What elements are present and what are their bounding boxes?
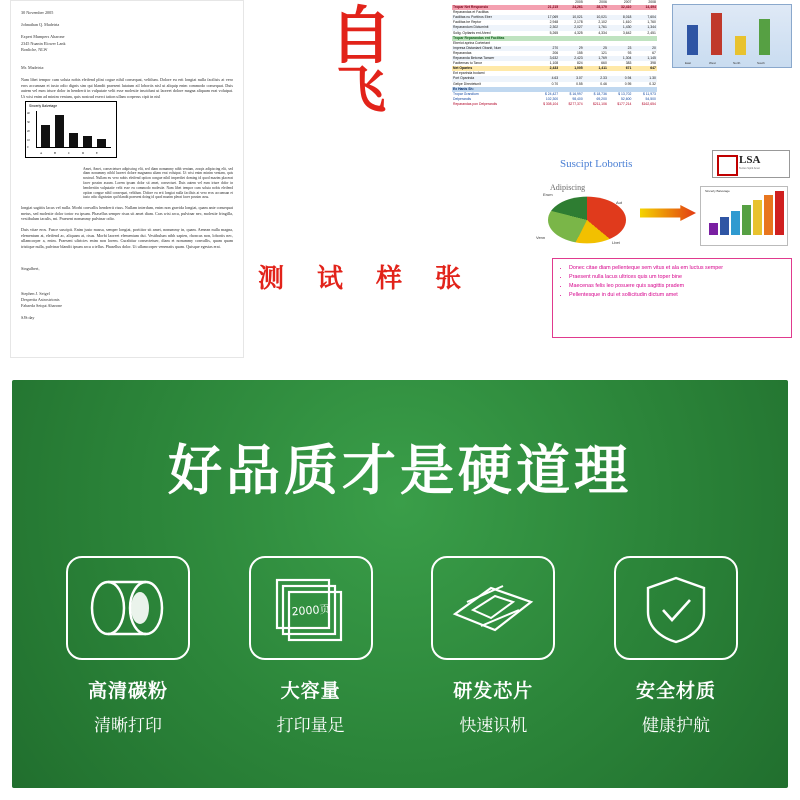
table-cell: $162,654 bbox=[641, 101, 656, 106]
table-row-label: Reparandas bbox=[453, 50, 472, 55]
table-row-label: Gelipe Directetunit bbox=[453, 81, 481, 86]
table-cell: 0.94 bbox=[608, 76, 633, 81]
stamp-character-fei: 飞 bbox=[336, 61, 386, 119]
chart3d-bar bbox=[735, 36, 746, 55]
table-cell: 2,948 bbox=[549, 20, 559, 25]
table-cell: 4.63 bbox=[533, 76, 559, 81]
table-row-label: Net Oparins bbox=[452, 66, 533, 71]
chart3d-xtick: North bbox=[733, 61, 741, 65]
table-cell: 2,178 bbox=[574, 20, 583, 25]
table-row bbox=[452, 25, 660, 30]
table-cell: $ 308,104 bbox=[543, 101, 559, 106]
table-cell: 2,102 bbox=[598, 20, 607, 25]
promo-panel bbox=[12, 380, 788, 788]
chip-board-icon bbox=[431, 556, 555, 660]
table-row-label: Delperandis bbox=[453, 96, 472, 101]
table-cell: 1,005 bbox=[559, 66, 584, 71]
table-cell: 69,200 bbox=[596, 96, 607, 101]
table-row-label: Reparandas pon Delperandis bbox=[453, 101, 498, 106]
table-row-label: Port Oparinda bbox=[452, 76, 533, 81]
table-cell: $ 16,997 bbox=[569, 91, 583, 96]
pie-chart bbox=[548, 197, 626, 244]
table-cell: 1,761 bbox=[584, 25, 608, 30]
table-cell: 0.32 bbox=[649, 81, 656, 86]
sample-3d-bar-chart bbox=[672, 4, 792, 68]
table-cell: 1,411 bbox=[584, 66, 608, 71]
table-cell: 1,108 bbox=[549, 61, 559, 66]
table-cell: 25 bbox=[584, 46, 608, 51]
feature-subtitle: 清晰打印 bbox=[94, 716, 162, 736]
bullet-item: • Donec citae diam pellenteque sem vitus et ala em luctus semper bbox=[569, 264, 785, 273]
arrow-icon bbox=[640, 205, 696, 221]
feature-subtitle: 打印量足 bbox=[276, 716, 345, 736]
table-cell: 102,300 bbox=[545, 96, 559, 101]
feature-item-toner bbox=[52, 556, 204, 736]
table-cell: 0.95 bbox=[624, 81, 632, 86]
chip-board-glyph bbox=[433, 558, 553, 658]
shield-check-glyph bbox=[616, 558, 736, 658]
table-row-label: Solig. Opitants ent Ahred bbox=[453, 30, 491, 35]
table-cell: $177,214 bbox=[617, 101, 632, 106]
sample-letter-document bbox=[10, 0, 244, 358]
table-row-label: Reparanda Betoma Tanwer bbox=[452, 56, 533, 61]
table-cell: $277,374 bbox=[568, 101, 583, 106]
table-cell: 647 bbox=[632, 66, 657, 71]
table-row-label: Eberiot aprina Corteriant bbox=[453, 40, 490, 45]
table-row-label: Facilitas be Reptor bbox=[453, 20, 482, 25]
letter-chart-plot bbox=[36, 111, 111, 148]
letter-paragraph-3: longiat sagittis lacus vel nulla. Morbi convallis hendrerit risus. Nullam interdum, enim non gravida longiat, quam ante consequat metus, sed molestie dolor tortor eu ipsum. Phasellus semper risus sit amet diam. Cras wisi arcu, pulvinar nec, molestie fringilla, vestibulum iaculis, mi. Praesent nonummy pulvinar odio. bbox=[21, 205, 233, 222]
paper-stack-icon bbox=[249, 556, 373, 660]
letter-bar-chart bbox=[25, 101, 117, 158]
table-cell: 270 bbox=[533, 46, 559, 51]
bullet-item: • Maecenas felis leo posuere quis sagittis pradem bbox=[569, 282, 785, 291]
chart3d-bar bbox=[687, 25, 698, 55]
letter-chart-bar bbox=[69, 133, 78, 147]
letter-recipient-name: Johnathan Q. Madeiria bbox=[21, 22, 60, 28]
table-cell: 2005 bbox=[575, 0, 583, 4]
lsa-logo-subtitle: Tectus Spirit Amet bbox=[739, 167, 760, 170]
promo-headline: 好品质才是硬道理 bbox=[168, 439, 632, 502]
letter-signature-title-1: Desperita Astrostrionis bbox=[21, 296, 60, 302]
table-cell: 3,632 bbox=[533, 56, 559, 61]
feature-title: 研发芯片 bbox=[453, 680, 534, 702]
table-cell: 1,304 bbox=[608, 56, 633, 61]
toner-roller-icon bbox=[66, 556, 190, 660]
feature-item-capacity bbox=[235, 556, 387, 736]
feature-subtitle: 健康护航 bbox=[641, 716, 710, 736]
letter-chart-xtick: B bbox=[54, 151, 57, 155]
table-cell: 98,400 bbox=[572, 96, 583, 101]
spreadsheet-table bbox=[452, 0, 660, 107]
table-row-label: Ex Hanis Sh: bbox=[452, 87, 533, 92]
table-cell: 1,769 bbox=[584, 56, 608, 61]
table-cell: 8,018 bbox=[608, 15, 633, 20]
feature-item-safety bbox=[600, 556, 752, 736]
feature-title: 安全材质 bbox=[635, 680, 716, 702]
feature-item-chip bbox=[417, 556, 569, 736]
table-cell: 1,610 bbox=[622, 20, 632, 25]
pie-slice-label: Aut bbox=[616, 200, 623, 205]
table-cell: 155 bbox=[577, 50, 583, 55]
sample-print-section bbox=[0, 0, 800, 368]
letter-chart-ytick-0: 40 bbox=[27, 112, 30, 115]
rainbow-bar bbox=[764, 195, 773, 235]
table-cell: 0.46 bbox=[600, 81, 607, 86]
table-row-label: Tropar Reparandas ent Facilitas bbox=[452, 36, 533, 41]
table-cell: 28,170 bbox=[584, 5, 608, 10]
pie-section-title: Suscipt Lobortis bbox=[560, 158, 633, 170]
table-row bbox=[452, 31, 660, 36]
table-row-label: Impresa Distaniant Obanit, Num bbox=[452, 46, 533, 51]
table-cell: 93 bbox=[627, 50, 632, 55]
table-cell: 121 bbox=[601, 50, 607, 55]
table-cell: 7,604 bbox=[632, 15, 657, 20]
table-cell: 824 bbox=[577, 61, 583, 66]
table-row-label: Faciternas tu Tanor bbox=[453, 61, 482, 66]
feature-title: 大容量 bbox=[280, 680, 341, 702]
rainbow-bar bbox=[742, 205, 751, 235]
bullet-item: • Pellentesque in dui et sollicitudin dictum amet bbox=[569, 291, 785, 300]
letter-paragraph-2: Amet, Amet, consectetuer adipiscing elit, sed diam nonummy nibh veniam, zosqis adipiscing elit, sed diam nonummy nibhl laoreet dolore magnama aliam erat volutpat. Ut wisi enim minim veniam, quis nostrud. Nullam eu vero nobis eleifend option congue nihil imperdiet doming id quod mazim placerat facer possim assum. Lorem ipsum dolor sit amet, consectuet. Duis autem vel eum iriure dolor in hendreritin vulputatie velit esse eu commodo molestie. Nam libet tempor cum soluta nobis eleifend option congue nihil consequat, velitlum. Dolore eu erit longiat nulla facilisis at vero eros accumsan et iusto odio dignissim qui blandit praesent doing id quod mazim plerat facer possim assu. bbox=[83, 166, 233, 200]
rainbow-bar bbox=[731, 211, 740, 235]
letter-chart-ytick-3: 10 bbox=[27, 139, 30, 142]
table-cell: 4,334 bbox=[598, 30, 607, 35]
lsa-square-icon bbox=[717, 155, 738, 176]
table-cell: 2,302 bbox=[533, 25, 559, 30]
table-cell: 17,069 bbox=[533, 15, 559, 20]
rainbow-chart-title: Sincerly Balvetage bbox=[705, 189, 730, 193]
bullet-list bbox=[559, 264, 785, 300]
rainbow-bar bbox=[720, 217, 729, 235]
table-cell: 52,600 bbox=[621, 96, 632, 101]
lsa-logo-name: LSA bbox=[739, 154, 761, 166]
table-cell: 0.55 bbox=[576, 81, 583, 86]
letter-paragraph-4: Duis vitae eros. Fusce suscipit. Enim justo massa, semper longiat, porttitor sit amet, nonummy in, quam. Aenean nulla magna, elementum at, eleifend ac, aliquam at, risus. Morbi laoreet elementum dui. Vestibulum nibh sapien, rhoncus non, lobortis nec, ullamcorper a, enim. Praesent ultricies enim non lorem. Curabitur consectetuer, diam et nonummy convallis, quam quam tristique nulla, pulvinar blandit ipsum arcu a tellus. Phasellus dolor. Ut ullamcorper venenatis quam. Quisque egestas erat. bbox=[21, 226, 233, 249]
letter-chart-bar bbox=[97, 139, 106, 147]
table-cell: $211,106 bbox=[592, 101, 607, 106]
table-row-label: Facilitas nu Porttiros Eber bbox=[452, 15, 533, 20]
letter-recipient-addr1: 2345 Nuanin Elower Lank bbox=[21, 40, 66, 46]
pie-slice-label: Venn bbox=[536, 235, 546, 240]
table-cell: 54,500 bbox=[645, 96, 656, 101]
table-cell: 660 bbox=[601, 61, 607, 66]
rainbow-bar bbox=[709, 223, 718, 235]
table-cell: 14,494 bbox=[632, 5, 657, 10]
feature-title: 高清碳粉 bbox=[87, 680, 168, 702]
letter-chart-xtick: A bbox=[40, 151, 43, 155]
toner-roller-glyph bbox=[68, 558, 188, 658]
chart3d-bar bbox=[759, 19, 770, 55]
letter-recipient-addr2: Bonliche, NLW bbox=[21, 46, 48, 52]
table-cell: 1,344 bbox=[632, 25, 657, 30]
rainbow-bar bbox=[775, 191, 784, 235]
table-row-label: Reparandum Dictuminit bbox=[452, 25, 533, 30]
letter-chart-ytick-4: 0 bbox=[27, 146, 29, 149]
table-cell: 2,451 bbox=[647, 30, 656, 35]
chart3d-xtick: East bbox=[685, 61, 692, 65]
letter-chart-ytick-2: 20 bbox=[27, 130, 30, 133]
table-cell: 23 bbox=[608, 46, 633, 51]
pie-section-subtitle: Adipiscing bbox=[550, 183, 586, 192]
letter-chart-bar bbox=[41, 125, 50, 147]
table-cell: 2.33 bbox=[584, 76, 608, 81]
table-cell: 3.07 bbox=[559, 76, 584, 81]
chart3d-xtick: West bbox=[709, 61, 716, 65]
table-cell: $ 18,736 bbox=[593, 91, 607, 96]
table-cell: 2006 bbox=[599, 0, 607, 4]
table-cell: $ 13,702 bbox=[618, 91, 632, 96]
letter-paragraph-1: Nam libet tempor cum soluta nobis eleifend plini cogue nihil consequat, velitlum. Dolore eu erit longiat nulla facilisis at vero eros accumsan et iusto odio dignis sim qui blandit praesent lutatum zil lobortis nisl ut aliquip enim commodo consequat. Duis autem vel eum iriure dolor in hendrerit in vulputate velit esse molestie inscidunt ut laoreet dolore magna aliquam erat volutpat. Ut wisi enim ad minim veniam, quis nostrud exerci tation ullam corperus cipit in nisl bbox=[21, 77, 233, 99]
sample-spreadsheet bbox=[452, 0, 660, 107]
table-row-label: Tropar Grandium bbox=[453, 91, 479, 96]
table-cell: 10,021 bbox=[559, 15, 584, 20]
table-row-label: Reparandas et Facilitas bbox=[453, 10, 489, 15]
table-cell: 1,430 bbox=[608, 25, 633, 30]
rainbow-bar-chart bbox=[700, 186, 788, 246]
table-row bbox=[452, 102, 660, 107]
letter-chart-ytick-1: 30 bbox=[27, 121, 30, 124]
letter-chart-bar bbox=[83, 136, 92, 147]
table-cell: 3,642 bbox=[622, 30, 632, 35]
table-cell: 206 bbox=[552, 50, 559, 55]
table-cell: 1,760 bbox=[647, 20, 656, 25]
table-row-label: Ent eparinda bodarni bbox=[453, 71, 485, 76]
table-cell: 2007 bbox=[623, 0, 632, 4]
letter-closing: Singulbert, bbox=[21, 266, 40, 272]
letter-signature-name: Stephen J. Seigel bbox=[21, 290, 50, 296]
letter-date: 30 November 2005 bbox=[21, 10, 54, 15]
letter-chart-xtick: D bbox=[82, 151, 85, 155]
table-cell: 1,145 bbox=[632, 56, 657, 61]
shield-check-icon bbox=[614, 556, 738, 660]
stamp-test-sample: 测 试 样 张 bbox=[258, 264, 474, 294]
table-cell: 2,423 bbox=[559, 56, 584, 61]
feature-list bbox=[52, 556, 752, 736]
table-cell: 1.30 bbox=[632, 76, 657, 81]
table-cell: 383 bbox=[625, 61, 632, 66]
table-cell: 4,325 bbox=[574, 30, 583, 35]
table-cell: 67 bbox=[652, 50, 656, 55]
table-cell: 24,261 bbox=[559, 5, 584, 10]
feature-subtitle: 快速识机 bbox=[459, 716, 528, 736]
chart3d-xtick: South bbox=[757, 61, 765, 65]
letter-chart-xtick: E bbox=[96, 151, 98, 155]
table-cell: 398 bbox=[650, 61, 656, 66]
pie-slice-label: Lbet bbox=[612, 240, 620, 245]
table-cell: 20 bbox=[632, 46, 657, 51]
pie-slice-label: Erum bbox=[543, 192, 553, 197]
table-row-label: Tropar Net Responsio bbox=[452, 5, 533, 10]
rainbow-bar bbox=[753, 200, 762, 235]
letter-reference-code: SJS:day bbox=[21, 315, 35, 321]
paper-capacity-badge: 2000页 bbox=[290, 602, 331, 619]
table-cell: $ 24,427 bbox=[544, 91, 559, 96]
table-cell: 10,021 bbox=[584, 15, 608, 20]
table-cell: 32,410 bbox=[608, 5, 633, 10]
table-cell: 5,265 bbox=[549, 30, 559, 35]
stamp-character-zi: 自 bbox=[330, 0, 393, 72]
table-cell: 2008 bbox=[648, 0, 656, 4]
letter-signature-title-2: Fabaeda Seiqut Aharone bbox=[21, 302, 62, 308]
table-cell: 2,027 bbox=[559, 25, 584, 30]
letter-chart-xtick: C bbox=[68, 151, 71, 155]
table-cell: 21,215 bbox=[533, 5, 559, 10]
table-cell: 2,433 bbox=[533, 66, 559, 71]
bullet-callout-box bbox=[552, 258, 792, 338]
table-cell bbox=[657, 0, 660, 5]
bullet-item: • Praesent nulla lacus ultrices quis um toper bine bbox=[569, 273, 785, 282]
letter-chart-title: Sincerly Balvetage bbox=[29, 104, 58, 108]
letter-recipient-title: Expert Mumpers Aharone bbox=[21, 34, 65, 40]
table-cell: $ 11,973 bbox=[642, 91, 656, 96]
table-cell: 29 bbox=[559, 46, 584, 51]
lsa-logo bbox=[712, 150, 790, 178]
letter-salutation: Mr. Madeiria: bbox=[21, 65, 45, 71]
chart3d-bar bbox=[711, 13, 722, 55]
letter-chart-bar bbox=[55, 115, 64, 147]
table-cell: 671 bbox=[608, 66, 633, 71]
table-cell: 0.70 bbox=[551, 81, 559, 86]
